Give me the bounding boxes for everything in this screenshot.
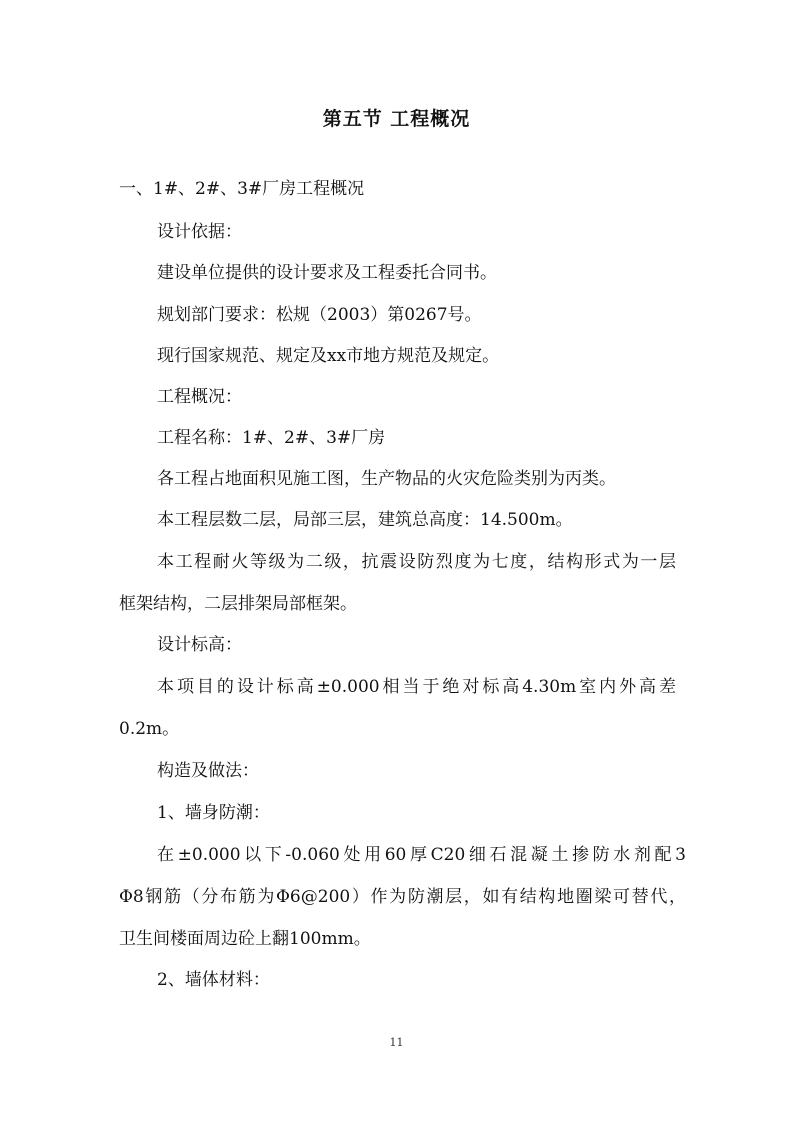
paragraph-line: 工程概况： xyxy=(157,387,242,407)
paragraph-line: Φ8钢筋（分布筋为Φ6@200）作为防潮层，如有结构地圈梁可替代， xyxy=(119,887,686,907)
paragraph-line: 设计标高： xyxy=(157,635,242,655)
paragraph-line: 本项目的设计标高±0.000相当于绝对标高4.30m室内外高差 xyxy=(157,677,676,697)
paragraph-line: 框架结构，二层排架局部框架。 xyxy=(119,594,357,614)
page-number: 11 xyxy=(389,1036,404,1049)
section-title: 第五节 工程概况 xyxy=(322,108,471,130)
paragraph-line: 1、墙身防潮： xyxy=(157,803,270,823)
paragraph-line: 现行国家规范、规定及xx市地方规范及规定。 xyxy=(157,346,500,366)
paragraph-line: 本工程层数二层，局部三层，建筑总高度：14.500m。 xyxy=(157,510,573,530)
paragraph-line: 各工程占地面积见施工图，生产物品的火灾危险类别为丙类。 xyxy=(157,469,616,489)
section-heading: 一、1#、2#、3#厂房工程概况 xyxy=(119,179,365,199)
paragraph-line: 构造及做法： xyxy=(157,761,259,781)
paragraph-line: 0.2m。 xyxy=(119,719,180,739)
paragraph-line: 工程名称：1#、2#、3#厂房 xyxy=(157,428,386,448)
paragraph-line: 规划部门要求：松规（2003）第0267号。 xyxy=(157,305,482,325)
paragraph-line: 本工程耐火等级为二级，抗震设防烈度为七度，结构形式为一层 xyxy=(157,552,676,572)
paragraph-line: 建设单位提供的设计要求及工程委托合同书。 xyxy=(157,263,497,283)
paragraph-line: 卫生间楼面周边砼上翻100mm。 xyxy=(119,929,371,949)
paragraph-line: 2、墙体材料： xyxy=(157,970,270,990)
paragraph-line: 在±0.000以下-0.060处用60厚C20细石混凝土掺防水剂配3 xyxy=(157,845,686,865)
paragraph-line: 设计依据： xyxy=(157,222,242,242)
